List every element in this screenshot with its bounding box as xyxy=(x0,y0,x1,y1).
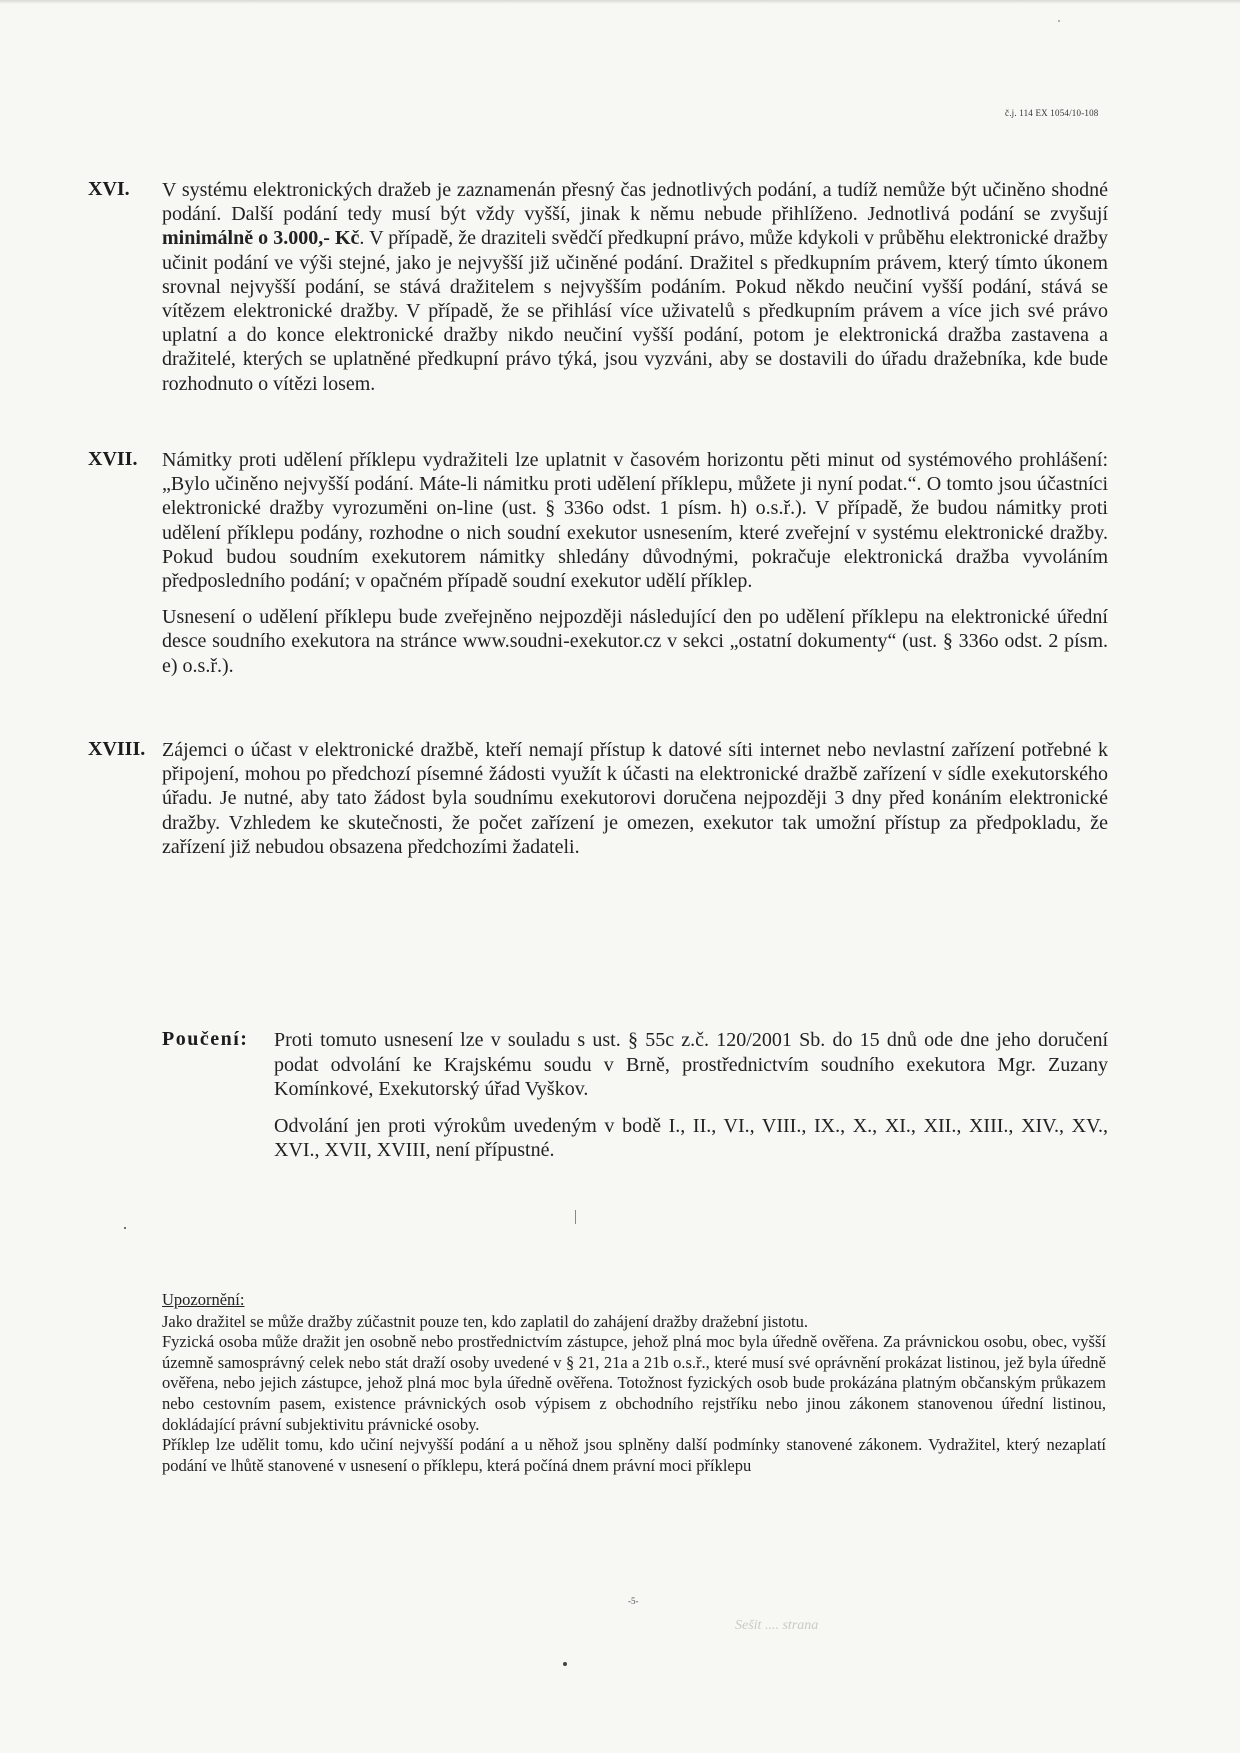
text-run: . V případě, že draziteli svědčí předkupní právo, může kdykoli v průběhu elektronické dražby učinit podání ve výši stejné, jako je nejvyšší již učiněné podání. Dražitel s předkupním právem, který tímto úkonem srovnal nejvyšší podání, se stává dražitelem s nejvyšším podáním. Pokud někdo neučiní vyšší podání, stává se vítězem elektronické dražby. V případě, že se přihlásí více uživatelů s předkupním právem a více jich své právo uplatní a do konce elektronické dražby nikdo neučiní vyšší podání, potom je elektronická dražba zastavena a dražitelé, kterých se uplatněné předkupní právo týká, jsou vyzváni, aby se dostavili do úřadu dražebníka, kde bude rozhodnuto o vítězi losem. xyxy=(162,227,1108,395)
section-xvii xyxy=(88,448,1108,678)
faint-stamp-text: Sešit .... strana xyxy=(735,1618,819,1633)
warning-paragraph: Příklep lze udělit tomu, kdo učiní nejvyšší podání a u něhož jsou splněny další podmínky stanovené zákonem. Vydražitel, který nezaplatí podání ve lhůtě stanovené v usnesení o příklepu, která počíná dnem právní moci příklepu xyxy=(162,1435,1106,1475)
section-body xyxy=(162,178,1108,396)
section-paragraph: Usnesení o udělení příklepu bude zveřejněno nejpozději následující den po udělení příklepu na elektronické úřední desce soudního exekutora na stránce www.soudni-exekutor.cz v sekci „ostatní dokumenty“ (ust. § 336o odst. 2 písm. e) o.s.ř.). xyxy=(162,606,1108,677)
scan-speck xyxy=(563,1662,567,1666)
minimum-increment: minimálně o 3.000,- Kč xyxy=(162,227,360,250)
section-number: XVIII. xyxy=(88,738,146,760)
warning-paragraph: Fyzická osoba může dražit jen osobně nebo prostřednictvím zástupce, jehož plná moc byla úředně ověřena. Za právnickou osobu, obec, vyšší územně samosprávný celek nebo stát draží osoby uvedené v § 21, 21a a 21b o.s.ř., které musí své oprávnění prokázat listinou, jež byla úředně ověřena, nebo jejich zástupce, jehož plná moc byla úředně ověřena. Totožnost fyzických osob bude prokázána platným občanským průkazem nebo cestovním pasem, existence právnických osob výpisem z obchodního rejstříku nebo jinou zákonem stanovenou úřední listinou, dokládající právní subjektivitu právnické osoby. xyxy=(162,1332,1106,1434)
section-body xyxy=(162,738,1108,859)
section-xviii xyxy=(88,738,1108,859)
page-number: -5- xyxy=(628,1596,639,1606)
warning-paragraph: Jako dražitel se může dražby zúčastnit pouze ten, kdo zaplatil do zahájení dražby dražební jistotu. xyxy=(162,1311,808,1331)
section-paragraph xyxy=(162,178,1108,396)
instruction-paragraph: Proti tomuto usnesení lze v souladu s ust. § 55c z.č. 120/2001 Sb. do 15 dnů ode dne jeho doručení podat odvolání ke Krajskému soudu v Brně, prostřednictvím soudního exekutora Mgr. Zuzany Komínkové, Exekutorský úřad Vyškov. xyxy=(274,1029,1108,1100)
file-reference: č.j. 114 EX 1054/10-108 xyxy=(1005,108,1099,118)
warning-notice xyxy=(162,1290,1106,1476)
section-paragraph: Námitky proti udělení příklepu vydražiteli lze uplatnit v časovém horizontu pěti minut od systémového prohlášení: „Bylo učiněno nejvyšší podání. Máte-li námitku proti udělení příklepu, můžete ji nyní podat.“. O tomto jsou účastníci elektronické dražby vyrozuměni on-line (ust. § 336o odst. 1 písm. h) o.s.ř.). V případě, že budou námitky proti udělení příklepu podány, rozhodne o nich soudní exekutor usnesením, které zveřejní v systému elektronické dražby. Pokud budou soudním exekutorem námitky shledány důvodnými, pokračuje elektronická dražba vyvoláním předposledního podání; v opačném případě soudní exekutor udělí příklep. xyxy=(162,449,1108,593)
legal-instruction xyxy=(162,1028,1108,1175)
scan-speck xyxy=(124,1227,126,1229)
section-xvi xyxy=(88,178,1108,396)
instruction-body xyxy=(274,1028,1108,1163)
instruction-paragraph: Odvolání jen proti výrokům uvedeným v bodě I., II., VI., VIII., IX., X., XI., XII., XIII., XIV., XV., XVI., XVII, XVIII, není přípustné. xyxy=(274,1114,1108,1161)
section-number: XVII. xyxy=(88,448,138,470)
section-number: XVI. xyxy=(88,178,130,200)
scan-speck xyxy=(1058,20,1060,22)
section-body xyxy=(162,448,1108,678)
warning-title: Upozornění: xyxy=(162,1290,245,1309)
scan-top-edge xyxy=(0,0,1240,4)
instruction-label: Poučení: xyxy=(162,1028,249,1050)
text-run: V systému elektronických dražeb je zaznamenán přesný čas jednotlivých podání, a tudíž nemůže být učiněno shodné podání. Další podání tedy musí být vždy vyšší, jinak k němu nebude přihlíženo. Jednotlivá podání se zvyšují xyxy=(162,179,1108,226)
section-paragraph: Zájemci o účast v elektronické dražbě, kteří nemají přístup k datové síti internet nebo nevlastní zařízení potřebné k připojení, mohou po předchozí písemné žádosti využít k účasti na elektronické dražbě zařízení v sídle exekutorského úřadu. Je nutné, aby tato žádost byla soudnímu exekutorovi doručena nejpozději 3 dny před konáním elektronické dražby. Vzhledem ke skutečnosti, že počet zařízení je omezen, exekutor tak umožní přístup za předpokladu, že zařízení již nebudou obsazena předchozími žadateli. xyxy=(162,739,1108,858)
scan-speck xyxy=(575,1210,576,1224)
